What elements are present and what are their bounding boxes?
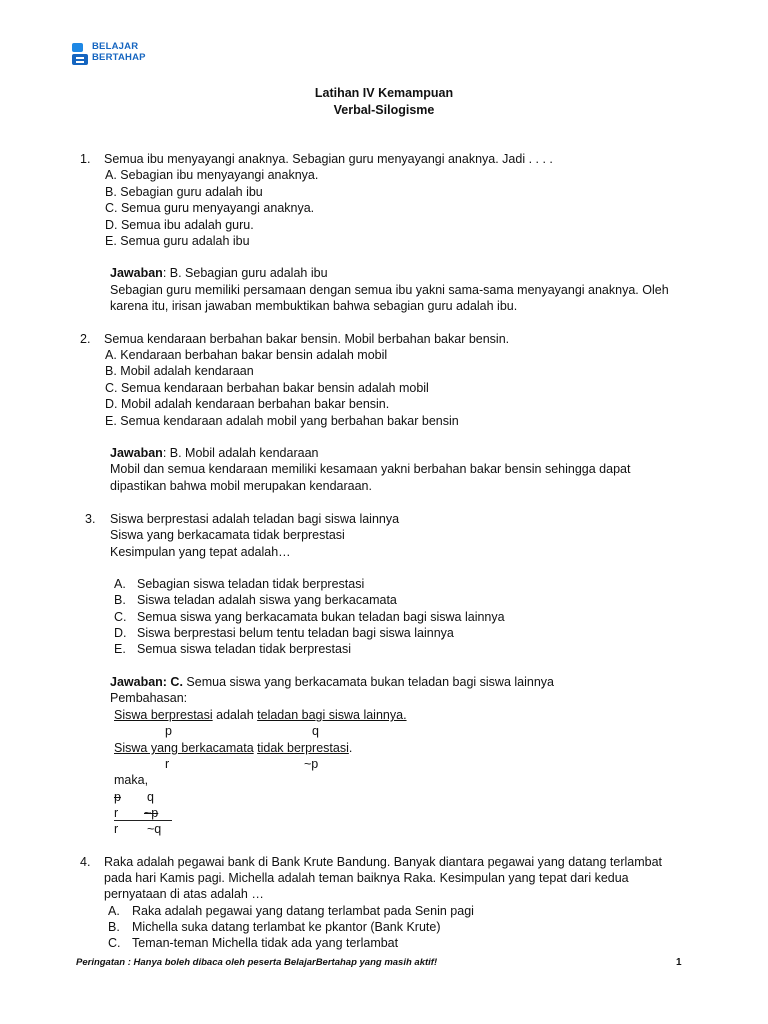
q3-logic-l3-r: r xyxy=(114,822,119,836)
q2-explanation-line1: Mobil dan semua kendaraan memiliki kesamaan yakni berbahan bakar bensin sehingga dapat xyxy=(110,462,631,476)
q3-line2: Siswa yang berkacamata tidak berprestasi xyxy=(110,528,345,542)
q1-option-c: C. Semua guru menyayangi anaknya. xyxy=(105,201,315,215)
q4-option-b-text: Michella suka datang terlambat ke pkantor (Bank Krute) xyxy=(132,920,441,934)
q3-premise1-predicate: teladan bagi siswa lainnya. xyxy=(257,708,407,722)
q3-option-e-letter: E. xyxy=(114,642,126,656)
q1-answer-text: : B. Sebagian guru adalah ibu xyxy=(162,266,328,280)
q2-answer-label: Jawaban xyxy=(110,446,163,460)
q1-explanation-line2: karena itu, irisan jawaban membuktikan bahwa sebagian guru adalah ibu. xyxy=(110,299,518,313)
q3-answer xyxy=(110,675,554,689)
q3-logic-l1-p: p xyxy=(114,790,121,804)
q2-number: 2. xyxy=(80,332,91,346)
q3-line3: Kesimpulan yang tepat adalah… xyxy=(110,545,291,559)
q3-answer-label: Jawaban: C. xyxy=(110,675,183,689)
q3-symbol-q: q xyxy=(312,724,319,738)
q4-number: 4. xyxy=(80,855,91,869)
q3-option-b-text: Siswa teladan adalah siswa yang berkacamata xyxy=(137,593,397,607)
q3-premise2-subject: Siswa yang berkacamata xyxy=(114,741,254,755)
q3-symbol-r: r xyxy=(165,757,170,771)
q3-option-c-text: Semua siswa yang berkacamata bukan teladan bagi siswa lainnya xyxy=(137,610,505,624)
q3-premise2-predicate: tidak berprestasi xyxy=(257,741,349,755)
q3-logic-divider xyxy=(114,820,172,821)
q2-option-b: B. Mobil adalah kendaraan xyxy=(105,364,254,378)
q4-line2: pada hari Kamis pagi. Michella adalah teman baiknya Raka. Kesimpulan yang tepat dari kedua xyxy=(104,871,629,885)
q3-logic-l3-not-q: ~q xyxy=(147,822,162,836)
q3-line1: Siswa berprestasi adalah teladan bagi siswa lainnya xyxy=(110,512,400,526)
q1-option-a: A. Sebagian ibu menyayangi anaknya. xyxy=(105,168,319,182)
q3-number: 3. xyxy=(85,512,96,526)
q4-line3: pernyataan di atas adalah … xyxy=(104,887,264,901)
q3-option-c-letter: C. xyxy=(114,610,127,624)
q4-option-c-text: Teman-teman Michella tidak ada yang terlambat xyxy=(132,936,399,950)
q3-logic-l2-r: r xyxy=(114,806,119,820)
q3-symbol-not-p: ~p xyxy=(304,757,319,771)
q4-line1: Raka adalah pegawai bank di Bank Krute Bandung. Banyak diantara pegawai yang datang terlambat xyxy=(104,855,663,869)
brand-line2: BERTAHAP xyxy=(92,51,146,63)
q3-premise2 xyxy=(114,741,352,755)
q1-option-e: E. Semua guru adalah ibu xyxy=(105,234,250,248)
page-title-line1: Latihan IV Kemampuan xyxy=(314,86,454,100)
q3-logic-l1-q: q xyxy=(147,790,154,804)
page-title-line2: Verbal-Silogisme xyxy=(333,103,435,117)
brand-logo-icon xyxy=(72,43,90,65)
q3-option-a-text: Sebagian siswa teladan tidak berprestasi xyxy=(137,577,365,591)
q3-premise1-subject: Siswa berprestasi xyxy=(114,708,213,722)
q1-explanation-line1: Sebagian guru memiliki persamaan dengan semua ibu yakni sama-sama menyayangi anaknya. Oleh xyxy=(110,283,669,297)
q3-option-d-text: Siswa berprestasi belum tentu teladan bagi siswa lainnya xyxy=(137,626,454,640)
q2-option-c: C. Semua kendaraan berbahan bakar bensin adalah mobil xyxy=(105,381,429,395)
q3-option-b-letter: B. xyxy=(114,593,126,607)
q1-answer-label: Jawaban xyxy=(110,266,163,280)
q3-pembahasan-label: Pembahasan: xyxy=(110,691,188,705)
q2-option-a: A. Kendaraan berbahan bakar bensin adalah mobil xyxy=(105,348,388,362)
q2-text: Semua kendaraan berbahan bakar bensin. Mobil berbahan bakar bensin. xyxy=(104,332,510,346)
q1-text: Semua ibu menyayangi anaknya. Sebagian guru menyayangi anaknya. Jadi . . . . xyxy=(104,152,553,166)
q3-option-a-letter: A. xyxy=(114,577,126,591)
brand-logo xyxy=(72,41,146,66)
q1-number: 1. xyxy=(80,152,91,166)
q1-answer xyxy=(110,266,328,280)
brand-line1: BELAJAR xyxy=(92,41,139,52)
q4-option-b-letter: B. xyxy=(108,920,120,934)
q1-option-b: B. Sebagian guru adalah ibu xyxy=(105,185,263,199)
q2-option-e: E. Semua kendaraan adalah mobil yang berbahan bakar bensin xyxy=(105,414,459,428)
q3-premise1 xyxy=(114,708,407,722)
q3-option-d-letter: D. xyxy=(114,626,127,640)
q3-option-e-text: Semua siswa teladan tidak berprestasi xyxy=(137,642,352,656)
q1-option-d: D. Semua ibu adalah guru. xyxy=(105,218,254,232)
q3-premise1-copula: adalah xyxy=(212,708,258,722)
q2-answer xyxy=(110,446,318,460)
q3-answer-text: Semua siswa yang berkacamata bukan teladan bagi siswa lainnya xyxy=(182,675,554,689)
footer-warning: Peringatan : Hanya boleh dibaca oleh peserta BelajarBertahap yang masih aktif! xyxy=(76,957,438,968)
q2-explanation-line2: dipastikan bahwa mobil merupakan kendaraan. xyxy=(110,479,372,493)
q2-answer-text: : B. Mobil adalah kendaraan xyxy=(162,446,319,460)
q2-option-d: D. Mobil adalah kendaraan berbahan bakar bensin. xyxy=(105,397,390,411)
q3-symbol-p: p xyxy=(165,724,172,738)
q3-premise2-period: . xyxy=(348,741,353,755)
brand-name xyxy=(92,42,146,63)
q3-maka: maka, xyxy=(114,773,149,787)
q4-option-a-text: Raka adalah pegawai yang datang terlambat pada Senin pagi xyxy=(132,904,474,918)
q3-logic-l2-not-p: ~p xyxy=(144,806,159,820)
q4-option-c-letter: C. xyxy=(108,936,121,950)
page-number: 1 xyxy=(676,957,682,968)
q4-option-a-letter: A. xyxy=(108,904,120,918)
